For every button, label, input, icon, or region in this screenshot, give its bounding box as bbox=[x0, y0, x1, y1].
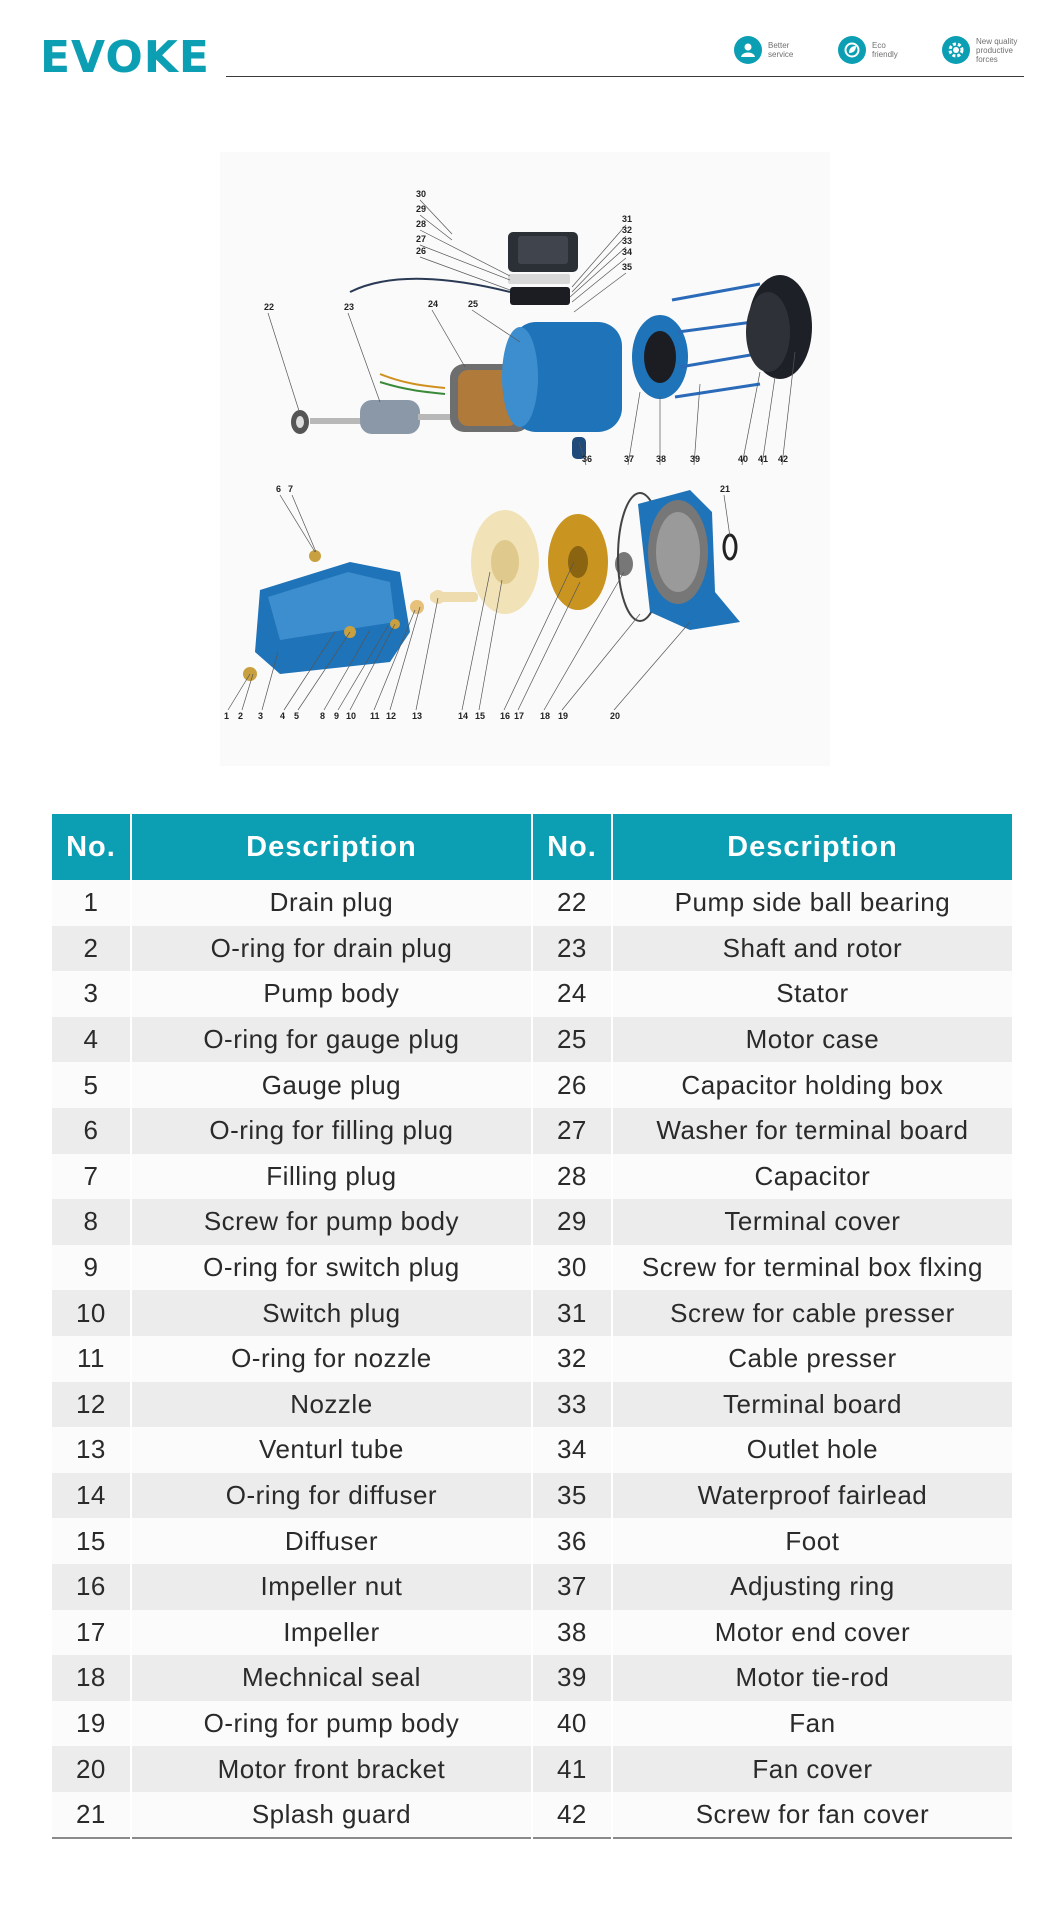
part-description: Diffuser bbox=[132, 1518, 531, 1564]
part-description: O-ring for filling plug bbox=[132, 1108, 531, 1154]
callout-leader-line bbox=[762, 377, 775, 465]
callout-number: 2 bbox=[238, 711, 244, 721]
part-number: 1 bbox=[52, 880, 130, 926]
callout-number: 28 bbox=[416, 219, 427, 229]
part-number: 37 bbox=[533, 1564, 611, 1610]
part-number: 15 bbox=[52, 1518, 130, 1564]
part-description: Foot bbox=[613, 1518, 1012, 1564]
badge-label: Eco bbox=[872, 41, 886, 50]
part-number: 40 bbox=[533, 1701, 611, 1747]
part-number: 7 bbox=[52, 1154, 130, 1200]
callout-number: 24 bbox=[428, 299, 439, 309]
callout-number: 38 bbox=[656, 454, 667, 464]
callout-leader-line bbox=[292, 495, 316, 552]
part-number: 22 bbox=[533, 880, 611, 926]
part-description: Motor front bracket bbox=[132, 1746, 531, 1792]
leaf-icon bbox=[838, 36, 866, 64]
part-number: 29 bbox=[533, 1199, 611, 1245]
part-description: Cable presser bbox=[613, 1336, 1012, 1382]
callout-leader-line bbox=[562, 614, 640, 710]
badge-new-quality bbox=[942, 36, 1024, 64]
part-number: 2 bbox=[52, 926, 130, 972]
table-row bbox=[52, 1108, 1012, 1154]
callout-leader-line bbox=[572, 225, 626, 287]
callout-number: 26 bbox=[416, 246, 427, 256]
callout-leader-line bbox=[348, 313, 380, 402]
part-description: Splash guard bbox=[132, 1792, 531, 1840]
table-row bbox=[52, 1746, 1012, 1792]
part-number: 5 bbox=[52, 1062, 130, 1108]
badge-better-service bbox=[734, 36, 816, 64]
callout-leader-line bbox=[416, 598, 438, 710]
callout-number: 3 bbox=[258, 711, 264, 721]
header-description: Description bbox=[132, 814, 531, 880]
callout-number: 7 bbox=[288, 484, 294, 494]
callout-leader-line bbox=[570, 247, 626, 297]
part-number: 32 bbox=[533, 1336, 611, 1382]
part-number: 3 bbox=[52, 971, 130, 1017]
part-number: 36 bbox=[533, 1518, 611, 1564]
callout-number: 41 bbox=[758, 454, 769, 464]
part-number: 21 bbox=[52, 1792, 130, 1840]
part-description: Screw for pump body bbox=[132, 1199, 531, 1245]
callout-number: 22 bbox=[264, 302, 275, 312]
callout-number: 23 bbox=[344, 302, 355, 312]
exploded-pump-diagram bbox=[220, 152, 830, 766]
table-row bbox=[52, 880, 1012, 926]
table-row bbox=[52, 1336, 1012, 1382]
callout-number: 5 bbox=[294, 711, 300, 721]
part-description: O-ring for switch plug bbox=[132, 1245, 531, 1291]
part-description: Terminal board bbox=[613, 1382, 1012, 1428]
callout-leader-line bbox=[268, 313, 300, 414]
table-row bbox=[52, 971, 1012, 1017]
part-number: 8 bbox=[52, 1199, 130, 1245]
header-no: No. bbox=[52, 814, 130, 880]
part-number: 6 bbox=[52, 1108, 130, 1154]
callout-number: 31 bbox=[622, 214, 633, 224]
part-number: 24 bbox=[533, 971, 611, 1017]
callout-leader-line bbox=[280, 495, 315, 552]
part-number: 9 bbox=[52, 1245, 130, 1291]
callout-number: 36 bbox=[582, 454, 593, 464]
table-row bbox=[52, 1382, 1012, 1428]
callout-leader-line bbox=[420, 257, 510, 290]
part-number: 19 bbox=[52, 1701, 130, 1747]
pump-assembly bbox=[243, 490, 740, 681]
part-description: Stator bbox=[613, 971, 1012, 1017]
part-description: Capacitor holding box bbox=[613, 1062, 1012, 1108]
motor-assembly bbox=[291, 232, 812, 459]
callout-number: 11 bbox=[370, 711, 380, 721]
part-description: Terminal cover bbox=[613, 1199, 1012, 1245]
part-number: 12 bbox=[52, 1382, 130, 1428]
part-number: 11 bbox=[52, 1336, 130, 1382]
rotor-shape bbox=[360, 400, 420, 434]
callout-number: 21 bbox=[720, 484, 731, 494]
callout-number: 17 bbox=[514, 711, 525, 721]
callout-leader-line bbox=[228, 674, 250, 710]
part-number: 27 bbox=[533, 1108, 611, 1154]
callout-number: 14 bbox=[458, 711, 469, 721]
table-row bbox=[52, 1610, 1012, 1656]
person-icon bbox=[734, 36, 762, 64]
part-description: Adjusting ring bbox=[613, 1564, 1012, 1610]
part-description: Pump side ball bearing bbox=[613, 880, 1012, 926]
part-description: Motor tie-rod bbox=[613, 1655, 1012, 1701]
splash-guard-shape bbox=[724, 535, 736, 559]
callout-number: 39 bbox=[690, 454, 701, 464]
part-description: Screw for cable presser bbox=[613, 1290, 1012, 1336]
part-number: 16 bbox=[52, 1564, 130, 1610]
part-number: 23 bbox=[533, 926, 611, 972]
table-row bbox=[52, 1154, 1012, 1200]
part-number: 18 bbox=[52, 1655, 130, 1701]
table-row bbox=[52, 1290, 1012, 1336]
feature-badges bbox=[734, 36, 1024, 64]
table-row bbox=[52, 1564, 1012, 1610]
table-row bbox=[52, 1017, 1012, 1063]
callout-number: 13 bbox=[412, 711, 423, 721]
part-number: 20 bbox=[52, 1746, 130, 1792]
callout-number: 16 bbox=[500, 711, 511, 721]
header-description: Description bbox=[613, 814, 1012, 880]
part-number: 35 bbox=[533, 1473, 611, 1519]
badge-label: service bbox=[768, 50, 794, 59]
callout-number: 8 bbox=[320, 711, 326, 721]
callout-number: 27 bbox=[416, 234, 427, 244]
table-row bbox=[52, 1655, 1012, 1701]
callout-number: 19 bbox=[558, 711, 569, 721]
part-number: 28 bbox=[533, 1154, 611, 1200]
part-description: Nozzle bbox=[132, 1382, 531, 1428]
gear-icon bbox=[942, 36, 970, 64]
part-description: Switch plug bbox=[132, 1290, 531, 1336]
part-description: O-ring for drain plug bbox=[132, 926, 531, 972]
part-description: Shaft and rotor bbox=[613, 926, 1012, 972]
callout-number: 20 bbox=[610, 711, 621, 721]
table-row bbox=[52, 1245, 1012, 1291]
part-description: Gauge plug bbox=[132, 1062, 531, 1108]
part-number: 38 bbox=[533, 1610, 611, 1656]
part-description: O-ring for nozzle bbox=[132, 1336, 531, 1382]
callout-leader-line bbox=[572, 236, 626, 292]
part-description: Capacitor bbox=[613, 1154, 1012, 1200]
part-description: Pump body bbox=[132, 971, 531, 1017]
callout-number: 18 bbox=[540, 711, 551, 721]
page-header bbox=[0, 0, 1060, 110]
part-number: 4 bbox=[52, 1017, 130, 1063]
callout-leader-line bbox=[694, 384, 700, 465]
badge-label: Better bbox=[768, 41, 790, 50]
badge-label: New quality bbox=[976, 36, 1018, 46]
part-number: 39 bbox=[533, 1655, 611, 1701]
callout-number: 4 bbox=[280, 711, 286, 721]
callout-number: 9 bbox=[334, 711, 340, 721]
table-row bbox=[52, 1062, 1012, 1108]
part-description: O-ring for pump body bbox=[132, 1701, 531, 1747]
callout-number: 15 bbox=[475, 711, 486, 721]
part-number: 17 bbox=[52, 1610, 130, 1656]
header-no: No. bbox=[533, 814, 611, 880]
callout-number: 30 bbox=[416, 189, 427, 199]
part-description: Filling plug bbox=[132, 1154, 531, 1200]
callout-number: 25 bbox=[468, 299, 479, 309]
callout-number: 12 bbox=[386, 711, 397, 721]
part-description: Fan cover bbox=[613, 1746, 1012, 1792]
part-number: 10 bbox=[52, 1290, 130, 1336]
part-description: O-ring for gauge plug bbox=[132, 1017, 531, 1063]
part-description: Waterproof fairlead bbox=[613, 1473, 1012, 1519]
table-row bbox=[52, 1701, 1012, 1747]
callout-number: 40 bbox=[738, 454, 749, 464]
callout-number: 10 bbox=[346, 711, 357, 721]
part-description: Screw for fan cover bbox=[613, 1792, 1012, 1840]
callout-number: 37 bbox=[624, 454, 635, 464]
part-description: Motor end cover bbox=[613, 1610, 1012, 1656]
part-number: 31 bbox=[533, 1290, 611, 1336]
capacitor-shape bbox=[508, 274, 570, 284]
callout-number: 32 bbox=[622, 225, 633, 235]
part-description: Screw for terminal box flxing bbox=[613, 1245, 1012, 1291]
callout-number: 1 bbox=[224, 711, 230, 721]
table-row bbox=[52, 926, 1012, 972]
part-number: 42 bbox=[533, 1792, 611, 1840]
nozzle-shape bbox=[410, 600, 424, 614]
table-row bbox=[52, 1792, 1012, 1840]
part-number: 30 bbox=[533, 1245, 611, 1291]
badge-eco-friendly bbox=[838, 36, 920, 64]
callout-leader-line bbox=[420, 245, 510, 280]
callout-number: 35 bbox=[622, 262, 633, 272]
callout-leader-line bbox=[614, 622, 690, 710]
callout-leader-line bbox=[432, 310, 465, 367]
part-number: 26 bbox=[533, 1062, 611, 1108]
part-description: Impeller nut bbox=[132, 1564, 531, 1610]
part-description: Venturl tube bbox=[132, 1427, 531, 1473]
brand-logo: EVOKE bbox=[40, 32, 210, 83]
parts-table bbox=[50, 814, 1014, 1839]
table-header-row bbox=[52, 814, 1012, 880]
callout-leader-line bbox=[420, 230, 510, 276]
part-description: Impeller bbox=[132, 1610, 531, 1656]
callout-leader-line bbox=[724, 495, 730, 537]
table-row bbox=[52, 1427, 1012, 1473]
part-number: 33 bbox=[533, 1382, 611, 1428]
part-description: Washer for terminal board bbox=[613, 1108, 1012, 1154]
part-number: 13 bbox=[52, 1427, 130, 1473]
table-row bbox=[52, 1473, 1012, 1519]
part-description: Fan bbox=[613, 1701, 1012, 1747]
callout-number: 33 bbox=[622, 236, 633, 246]
header-divider bbox=[226, 76, 1024, 77]
table-row bbox=[52, 1518, 1012, 1564]
part-description: Drain plug bbox=[132, 880, 531, 926]
diagram-svg bbox=[220, 152, 830, 766]
part-number: 25 bbox=[533, 1017, 611, 1063]
part-description: Mechnical seal bbox=[132, 1655, 531, 1701]
part-number: 34 bbox=[533, 1427, 611, 1473]
callout-number: 6 bbox=[276, 484, 282, 494]
capacitor-box-shape bbox=[510, 287, 570, 305]
callout-leader-line bbox=[572, 258, 626, 302]
badge-label: productive forces bbox=[976, 45, 1013, 64]
part-description: Outlet hole bbox=[613, 1427, 1012, 1473]
part-description: O-ring for diffuser bbox=[132, 1473, 531, 1519]
table-row bbox=[52, 1199, 1012, 1245]
part-description: Motor case bbox=[613, 1017, 1012, 1063]
callout-number: 42 bbox=[778, 454, 789, 464]
part-number: 14 bbox=[52, 1473, 130, 1519]
part-number: 41 bbox=[533, 1746, 611, 1792]
callout-number: 34 bbox=[622, 247, 633, 257]
callout-number: 29 bbox=[416, 204, 427, 214]
callout-leader-line bbox=[472, 310, 520, 342]
badge-label: friendly bbox=[872, 50, 898, 59]
